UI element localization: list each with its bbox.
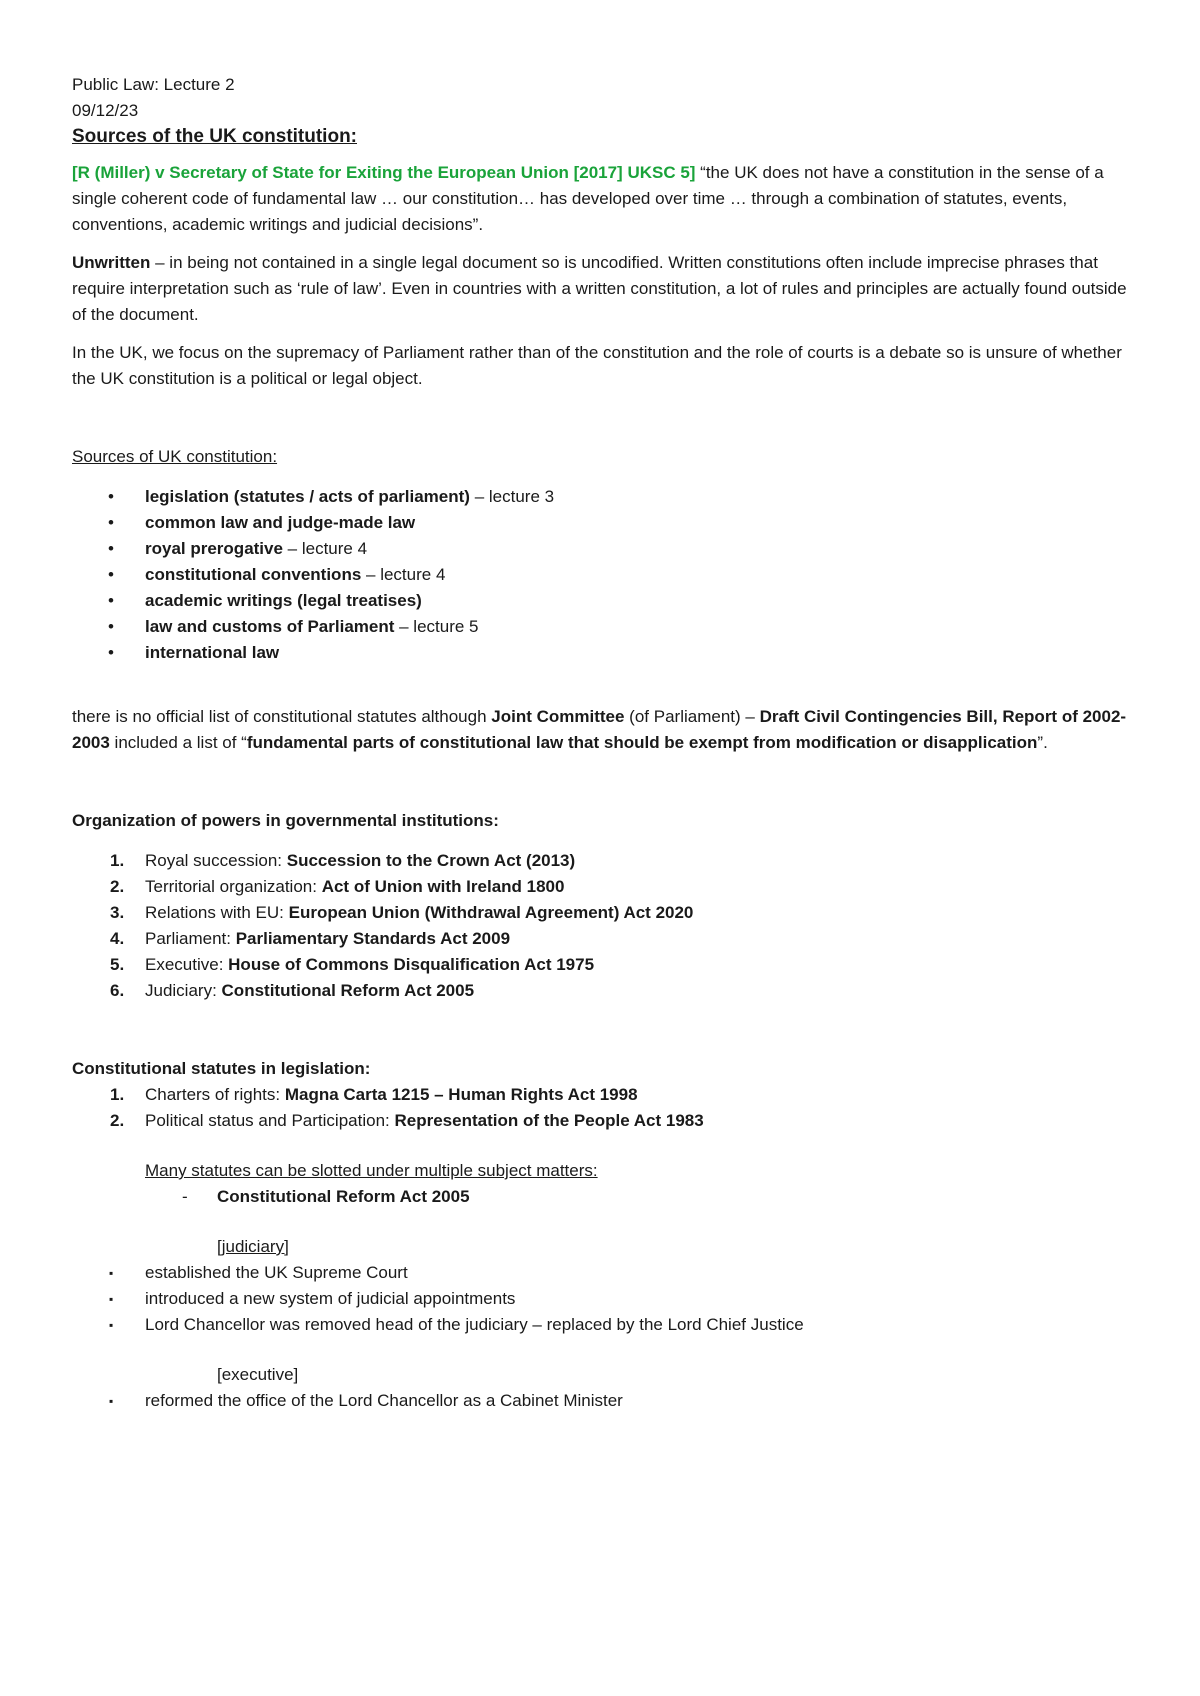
bullet-marker: • [108,539,114,558]
page-title: Sources of the UK constitution: [72,126,357,147]
square-marker: ▪ [109,1266,114,1280]
course-line: Public Law: Lecture 2 [72,75,235,94]
sources-heading: Sources of UK constitution: [72,447,278,466]
dash-list-item: - Constitutional Reform Act 2005 [72,1184,1132,1210]
bullet-marker: • [108,513,114,532]
list-item: • royal prerogative – lecture 4 [72,536,1132,562]
miller-paragraph [72,160,1132,238]
official-list-paragraph: there is no official list of constitutional statutes although Joint Committee (of Parliament) – Draft Civil Contingencies Bill, Report of 2002-2003 included a list of “fundamental parts of constitutional law that should be exempt from modification or disapplication”. [72,707,1127,752]
square-marker: ▪ [109,1292,114,1306]
square-marker: ▪ [109,1318,114,1332]
bullet-marker: • [108,591,114,610]
bullet-marker: • [108,487,114,506]
unwritten-term: Unwritten [72,253,151,272]
bullet-marker: • [108,617,114,636]
executive-label: [executive] [217,1365,299,1384]
judiciary-label: [judiciary] [217,1237,289,1256]
list-item: ▪ established the UK Supreme Court [72,1260,1132,1286]
square-marker: ▪ [109,1394,114,1408]
bullet-marker: • [108,565,114,584]
list-item: 2. Territorial organization: Act of Union with Ireland 1800 [110,877,565,896]
sources-list [72,484,1132,666]
date-line: 09/12/23 [72,101,139,120]
list-item: 1. Charters of rights: Magna Carta 1215 – Human Rights Act 1998 [110,1085,638,1104]
supremacy-paragraph: In the UK, we focus on the supremacy of Parliament rather than of the constitution and the role of courts is a debate so is unsure of whether the UK constitution is a political or legal object. [72,343,1122,388]
list-item: ▪ Lord Chancellor was removed head of the judiciary – replaced by the Lord Chief Justice [72,1312,1132,1338]
unwritten-paragraph [72,250,1132,328]
list-item: • international law [72,640,1132,666]
list-item: • law and customs of Parliament – lecture 5 [72,614,1132,640]
list-item: ▪ introduced a new system of judicial appointments [72,1286,1132,1312]
judiciary-points [72,1260,1132,1338]
list-item: • legislation (statutes / acts of parliament) – lecture 3 [72,484,1132,510]
organization-list [72,848,1132,1004]
list-item: 2. Political status and Participation: Representation of the People Act 1983 [110,1111,704,1130]
bullet-marker: • [108,643,114,662]
statutes-list [72,1082,1132,1134]
executive-points [72,1388,1132,1414]
multiple-subjects-heading: Many statutes can be slotted under multiple subject matters: [145,1161,598,1180]
list-item: 3. Relations with EU: European Union (Withdrawal Agreement) Act 2020 [110,903,694,922]
list-item: • academic writings (legal treatises) [72,588,1132,614]
case-citation: [R (Miller) v Secretary of State for Exiting the European Union [2017] UKSC 5] [72,163,696,182]
miller-quote: “the UK does not have a constitution in the sense of a single coherent code of fundamental law … our constitution… has developed over time … through a combination of statutes, events, conventions, academic writings and judicial decisions”. [72,163,1104,234]
document-page [72,72,1132,1414]
list-item: • common law and judge-made law [72,510,1132,536]
dash-marker: - [182,1187,188,1206]
list-item: 1. Royal succession: Succession to the Crown Act (2013) [110,851,576,870]
list-item: ▪ reformed the office of the Lord Chancellor as a Cabinet Minister [72,1388,1132,1414]
list-item: 4. Parliament: Parliamentary Standards Act 2009 [110,929,511,948]
unwritten-text: – in being not contained in a single legal document so is uncodified. Written constitutions often include imprecise phrases that require interpretation such as ‘rule of law’. Even in countries with a written constitution, a lot of rules and principles are actually found outside of the document. [72,253,1127,324]
organization-heading: Organization of powers in governmental institutions: [72,811,499,830]
list-item: 5. Executive: House of Commons Disqualification Act 1975 [110,955,595,974]
statutes-heading: Constitutional statutes in legislation: [72,1059,371,1078]
list-item: 6. Judiciary: Constitutional Reform Act 2005 [110,981,475,1000]
list-item: • constitutional conventions – lecture 4 [72,562,1132,588]
